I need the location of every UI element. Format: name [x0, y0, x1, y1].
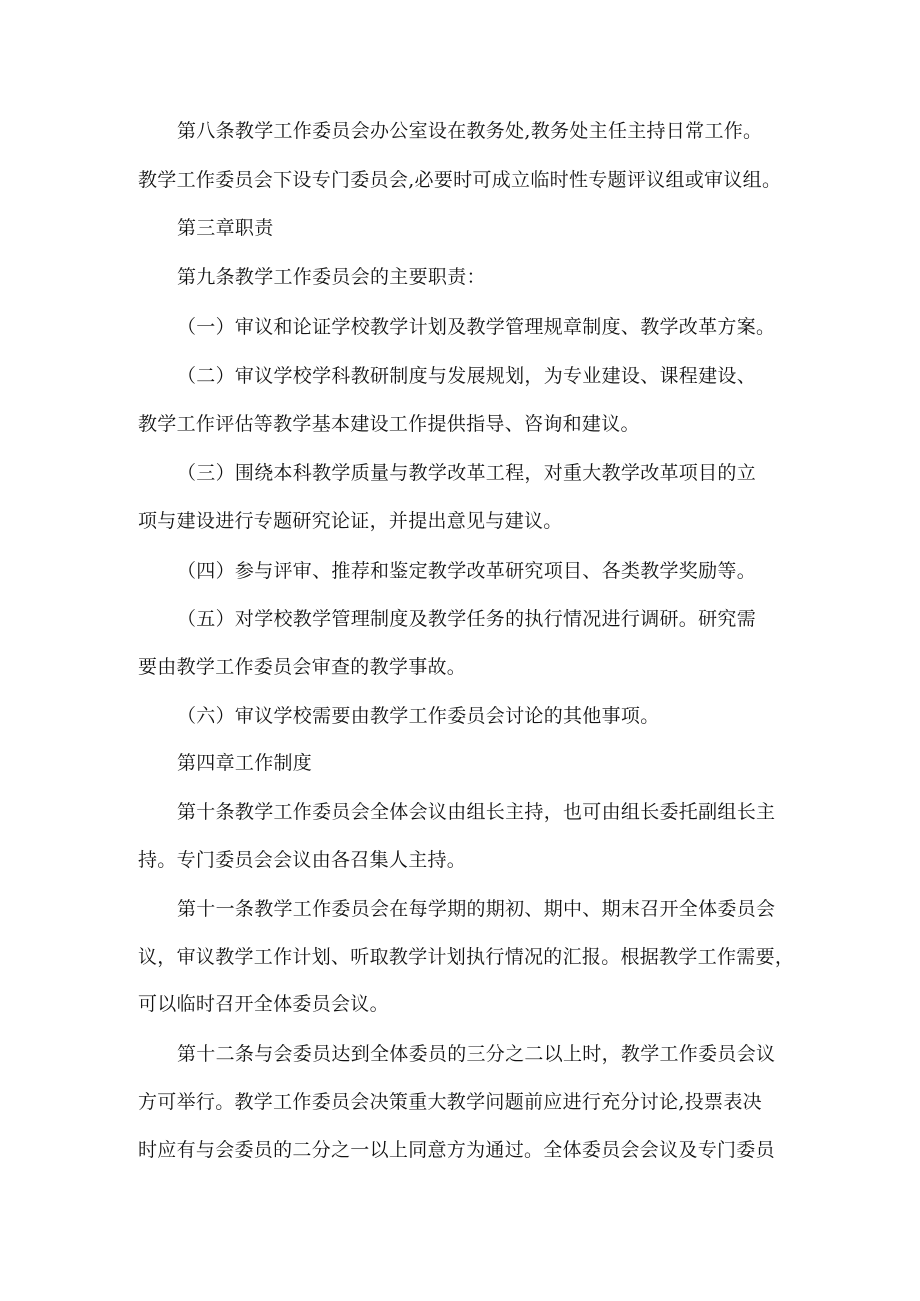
duty-item-1: （一）审议和论证学校教学计划及教学管理规章制度、教学改革方案。 — [177, 316, 776, 338]
article-9: 第九条教学工作委员会的主要职责： — [177, 266, 486, 288]
article-10-line-2: 持。专门委员会会议由各召集人主持。 — [138, 849, 467, 871]
duty-item-5-line-1: （五）对学校教学管理制度及教学任务的执行情况进行调研。研究需 — [177, 608, 757, 630]
article-10-line-1: 第十条教学工作委员会全体会议由组长主持，也可由组长委托副组长主 — [177, 801, 776, 823]
duty-item-5-line-2: 要由教学工作委员会审查的教学事故。 — [138, 656, 467, 678]
article-11-line-1: 第十一条教学工作委员会在每学期的期初、期中、期末召开全体委员会 — [177, 898, 776, 920]
article-11-line-3: 可以临时召开全体委员会议。 — [138, 993, 389, 1015]
chapter-3-heading: 第三章职责 — [177, 217, 274, 239]
duty-item-3-line-2: 项与建设进行专题研究论证，并提出意见与建议。 — [138, 510, 563, 532]
article-11-line-2: 议，审议教学工作计划、听取教学计划执行情况的汇报。根据教学工作需要， — [138, 946, 795, 968]
article-8-line-1: 第八条教学工作委员会办公室设在教务处,教务处主任主持日常工作。 — [177, 120, 763, 142]
duty-item-6: （六）审议学校需要由教学工作委员会讨论的其他事项。 — [177, 705, 660, 727]
article-12-line-3: 时应有与会委员的二分之一以上同意方为通过。全体委员会会议及专门委员 — [138, 1139, 775, 1161]
article-12-line-2: 方可举行。教学工作委员会决策重大教学问题前应进行充分讨论,投票表决 — [138, 1091, 762, 1113]
article-12-line-1: 第十二条与会委员达到全体委员的三分之二以上时，教学工作委员会议 — [177, 1043, 776, 1065]
article-8-line-2: 教学工作委员会下设专门委员会,必要时可成立临时性专题评议组或审议组。 — [138, 169, 782, 191]
duty-item-4: （四）参与评审、推荐和鉴定教学改革研究项目、各类教学奖励等。 — [177, 560, 757, 582]
duty-item-3-line-1: （三）围绕本科教学质量与教学改革工程，对重大教学改革项目的立 — [177, 462, 757, 484]
duty-item-2-line-2: 教学工作评估等教学基本建设工作提供指导、咨询和建议。 — [138, 413, 640, 435]
chapter-4-heading: 第四章工作制度 — [177, 752, 313, 774]
duty-item-2-line-1: （二）审议学校学科教研制度与发展规划，为专业建设、课程建设、 — [177, 365, 757, 387]
